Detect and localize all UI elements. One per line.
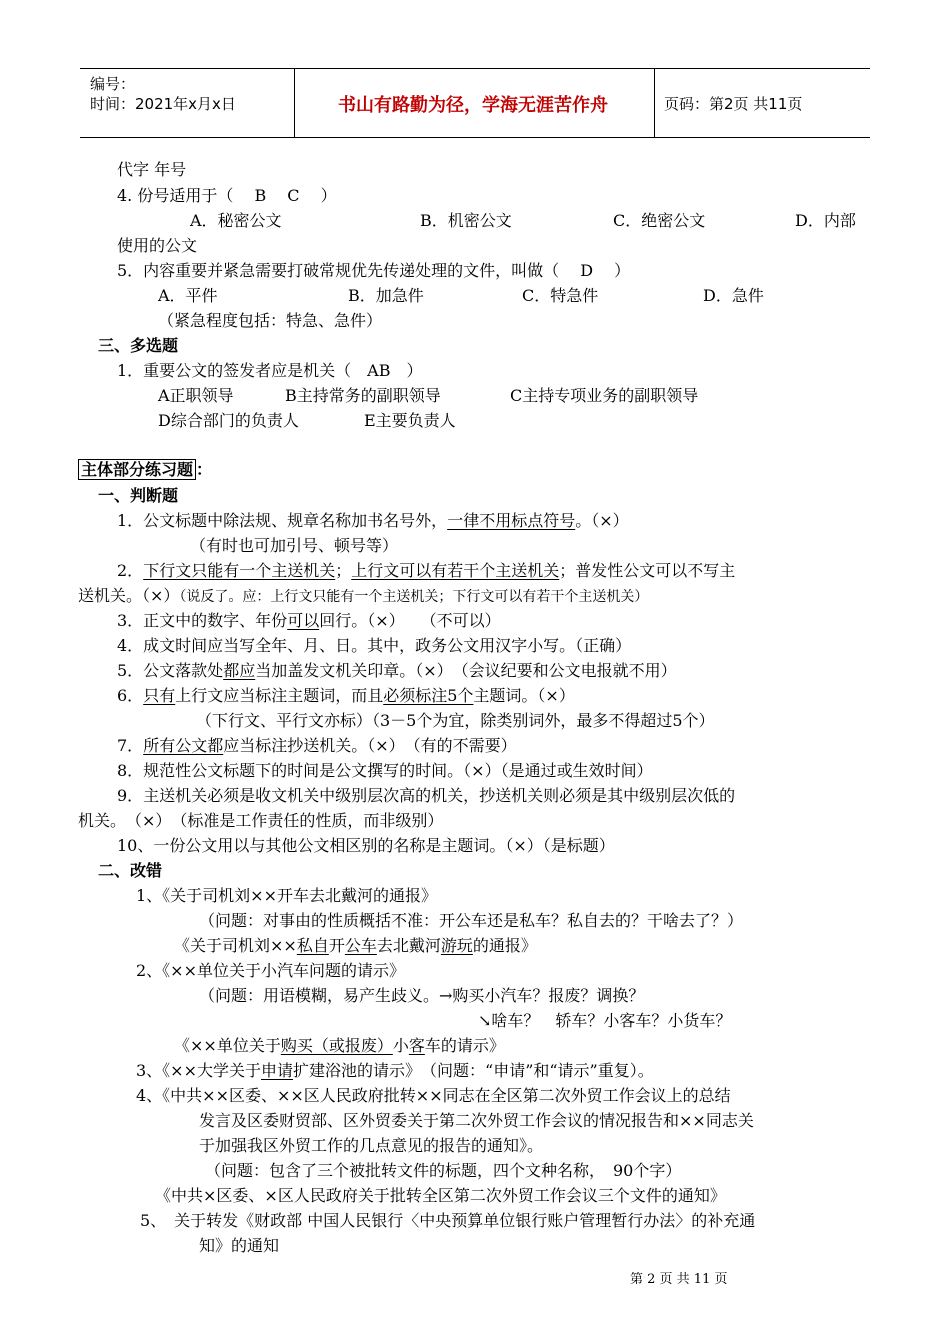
page-label: 页码：第2页 共11页	[664, 95, 803, 113]
judge-7: 7．所有公文都应当标注抄送机关。（×） （有的不需要）	[117, 736, 517, 755]
correct-4: 4、《中共××区委、××区人民政府批转××同志在全区第二次外贸工作会议上的总结	[136, 1086, 731, 1105]
header-motto: 书山有路勤为径，学海无涯苦作舟	[338, 95, 608, 116]
question-5: 5．内容重要并紧急需要打破常规优先传递处理的文件，叫做（ D ）	[117, 261, 631, 280]
option-c: C．绝密公文	[613, 211, 706, 230]
correct-3: 3、《××大学关于申请扩建浴池的请示》 （问题：“申请”和“请示”重复）。	[136, 1061, 654, 1080]
correct-5-cont: 知》的通知	[199, 1236, 280, 1255]
option-c: C主持专项业务的副职领导	[510, 386, 699, 405]
judge-8: 8．规范性公文标题下的时间是公文撰写的时间。（×）（是通过或生效时间）	[117, 761, 653, 780]
judge-5: 5．公文落款处都应当加盖发文机关印章。（×） （会议纪要和公文电报就不用）	[117, 661, 677, 680]
judge-3: 3．正文中的数字、年份可以回行。（×） （不可以）	[117, 611, 501, 630]
note-line: （有时也可加引号、顿号等）	[190, 536, 399, 555]
page-footer: 第 2 页 共 11 页	[630, 1272, 728, 1287]
judge-6: 6．只有上行文应当标注主题词，而且必须标注5个主题词。（×）	[117, 686, 575, 705]
judge-10: 10、一份公文用以与其他公文相区别的名称是主题词。（×）（是标题）	[117, 836, 615, 855]
correct-2: 2、《××单位关于小汽车问题的请示》	[136, 961, 405, 980]
correct-4-cont: 发言及区委财贸部、区外贸委关于第二次外贸工作会议的情况报告和××同志关	[199, 1111, 754, 1130]
section-title: 主体部分练习题 ：	[78, 460, 212, 480]
option-d: D．内部	[795, 211, 856, 230]
option-a: A正职领导	[158, 386, 234, 405]
correct-4-answer: 《中共×区委、×区人民政府关于批转全区第二次外贸工作会议三个文件的通知》	[155, 1186, 726, 1205]
correct-1: 1、《关于司机刘××开车去北戴河的通报》	[136, 886, 437, 905]
text-line: 使用的公文	[117, 236, 198, 255]
date-label: 时间：2021年x月x日	[90, 95, 236, 113]
number-label: 编号：	[90, 75, 136, 93]
page-header	[80, 68, 870, 138]
correct-4-cont: 于加强我区外贸工作的几点意见的报告的通知》。	[199, 1136, 544, 1155]
note-line: （问题：用语模糊，易产生歧义。→购买小汽车？报废？调换？	[199, 986, 645, 1005]
option-e: E主要负责人	[364, 411, 456, 430]
judge-2: 2．下行文只能有一个主送机关；上行文可以有若干个主送机关；普发性公文可以不写主	[117, 561, 736, 580]
option-a: A．平件	[158, 286, 218, 305]
note-line: ↘啥车？ 轿车？小客车？小货车？	[478, 1011, 732, 1030]
question-4: 4. 份号适用于（ B C ）	[117, 186, 337, 205]
judge-9-cont: 机关。 （×） （标准是工作责任的性质，而非级别）	[78, 811, 444, 830]
judge-2-cont: 送机关。（×）（说反了。应：上行文只能有一个主送机关；下行文可以有若干个主送机关）	[78, 586, 649, 605]
correct-1-answer: 《关于司机刘××私自开公车去北戴河游玩的通报》	[174, 936, 537, 955]
section-heading: 三、多选题	[98, 336, 179, 355]
option-c: C．特急件	[522, 286, 599, 305]
section-heading: 一、判断题	[98, 486, 179, 505]
option-b: B．加急件	[348, 286, 424, 305]
option-a: A．秘密公文	[190, 211, 282, 230]
judge-9: 9．主送机关必须是收文机关中级别层次高的机关，抄送机关则必须是其中级别层次低的	[117, 786, 736, 805]
header-divider	[294, 69, 295, 137]
option-d: D综合部门的负责人	[158, 411, 299, 430]
correct-2-answer: 《××单位关于购买（或报废）小客车的请示》	[174, 1036, 505, 1055]
note-line: （紧急程度包括：特急、急件）	[158, 311, 383, 330]
option-b: B．机密公文	[420, 211, 512, 230]
header-divider	[654, 69, 655, 137]
text-line: 代字 年号	[117, 160, 187, 179]
section-heading: 二、改错	[98, 861, 163, 880]
judge-1: 1．公文标题中除法规、规章名称加书名号外，一律不用标点符号。（×）	[117, 511, 629, 530]
question-1: 1．重要公文的签发者应是机关（ AB ）	[117, 361, 423, 380]
note-line: （下行文、平行文亦标）（3－5个为宜，除类别词外，最多不得超过5个）	[196, 711, 715, 730]
note-line: （问题：包含了三个被批转文件的标题，四个文种名称， 90个字）	[205, 1161, 682, 1180]
correct-5: 5、 关于转发《财政部 中国人民银行〈中央预算单位银行账户管理暂行办法〉的补充通	[140, 1211, 756, 1230]
note-line: （问题：对事由的性质概括不准：开公车还是私车？私自去的？干啥去了？）	[199, 911, 744, 930]
judge-4: 4．成文时间应当写全年、月、日。其中，政务公文用汉字小写。（正确）	[117, 636, 632, 655]
option-b: B主持常务的副职领导	[285, 386, 441, 405]
option-d: D．急件	[703, 286, 764, 305]
section-title-box: 主体部分练习题	[78, 459, 196, 480]
